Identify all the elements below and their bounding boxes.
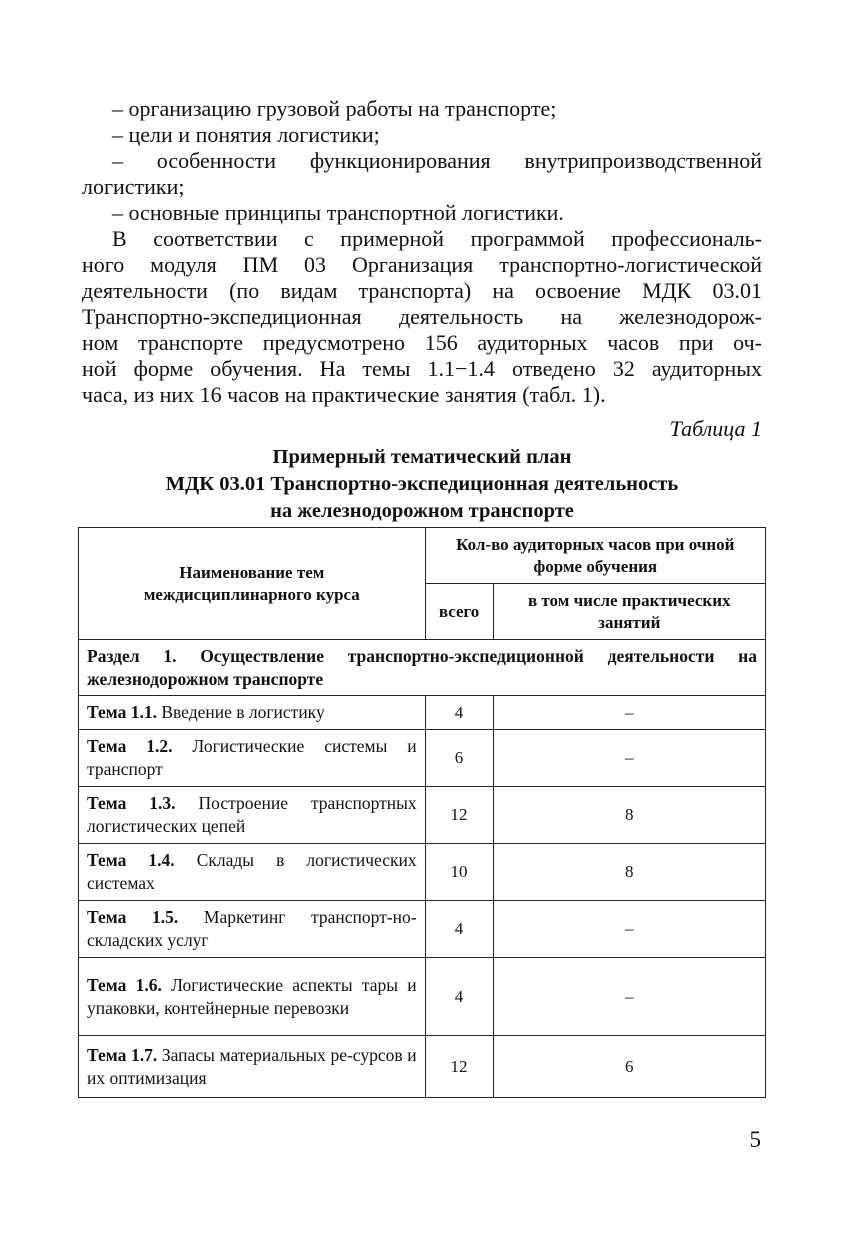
section-row: Раздел 1. Осуществление транспортно-экспедиционной деятельности на железнодорожном транспорте (79, 640, 766, 696)
topic-label: Тема 1.3. (87, 793, 176, 813)
list-item: – организацию грузовой работы на транспорте; (112, 96, 557, 121)
total-hours-cell: 10 (425, 844, 493, 901)
table-title-line: Примерный тематический план (272, 446, 572, 468)
table-row (79, 901, 766, 958)
practice-hours-cell: 6 (493, 1036, 766, 1098)
total-hours-cell: 12 (425, 787, 493, 844)
header-hours: Кол-во аудиторных часов при очной форме обучения (425, 528, 765, 584)
list-item: логистики; (82, 174, 185, 199)
table-row (79, 844, 766, 901)
paragraph-line: Транспортно-экспедиционная деятельность на железнодорож- (82, 304, 762, 329)
total-hours-cell: 4 (425, 958, 493, 1036)
thematic-plan-table (78, 527, 766, 1098)
paragraph-line: ном транспорте предусмотрено 156 аудиторных часов при оч- (82, 330, 762, 355)
topic-name-cell (79, 730, 426, 787)
topic-title: Логистические системы и транспорт (87, 736, 417, 779)
table-title (82, 444, 762, 525)
topic-title: Введение в логистику (156, 702, 325, 722)
topic-name-cell (79, 958, 426, 1036)
list-item: – особенности функционирования внутрипроизводственной (112, 148, 762, 173)
table-title-line: на железнодорожном транспорте (270, 500, 574, 522)
table-row (79, 730, 766, 787)
list-item: – цели и понятия логистики; (112, 122, 380, 147)
header-total: всего (425, 584, 493, 640)
topic-title: Склады в логистических системах (87, 850, 417, 893)
practice-hours-cell: – (493, 901, 766, 958)
header-topic-name: Наименование тем междисциплинарного курса (79, 528, 426, 640)
topic-label: Тема 1.4. (87, 850, 175, 870)
table-row (79, 696, 766, 730)
topic-label: Тема 1.6. (87, 974, 162, 995)
topic-name-cell (79, 901, 426, 958)
practice-hours-cell: – (493, 730, 766, 787)
total-hours-cell: 6 (425, 730, 493, 787)
total-hours-cell: 4 (425, 901, 493, 958)
topic-name-cell (79, 696, 426, 730)
header-practice: в том числе практических занятий (493, 584, 766, 640)
topic-label: Тема 1.7. (87, 1044, 158, 1065)
table-row (79, 787, 766, 844)
practice-hours-cell: 8 (493, 844, 766, 901)
list-item: – основные принципы транспортной логистики. (112, 200, 564, 225)
paragraph-line: часа, из них 16 часов на практические занятия (табл. 1). (82, 382, 606, 407)
topic-title: Запасы материальных ре-сурсов и их оптимизация (87, 1044, 417, 1088)
paragraph-line: ного модуля ПМ 03 Организация транспортно-логистической (82, 252, 762, 277)
table-caption: Таблица 1 (669, 416, 762, 441)
paragraph-line: В соответствии с примерной программой профессиональ- (112, 226, 762, 251)
topic-title: Построение транспортных логистических цепей (87, 793, 417, 836)
table-title-line: МДК 03.01 Транспортно-экспедиционная деятельность (165, 473, 679, 495)
topic-title: Логистические аспекты тары и упаковки, контейнерные перевозки (87, 974, 417, 1018)
total-hours-cell: 4 (425, 696, 493, 730)
practice-hours-cell: – (493, 696, 766, 730)
practice-hours-cell: 8 (493, 787, 766, 844)
practice-hours-cell: – (493, 958, 766, 1036)
topic-title: Маркетинг транспорт-но-складских услуг (87, 907, 417, 950)
page-number: 5 (749, 1127, 761, 1152)
paragraph-line: ной форме обучения. На темы 1.1−1.4 отведено 32 аудиторных (82, 356, 762, 381)
topic-name-cell (79, 844, 426, 901)
topic-name-cell (79, 787, 426, 844)
table-row (79, 958, 766, 1036)
topic-label: Тема 1.1. (87, 702, 157, 722)
page-content (82, 96, 762, 1098)
topic-name-cell (79, 1036, 426, 1098)
total-hours-cell: 12 (425, 1036, 493, 1098)
topic-label: Тема 1.2. (87, 736, 173, 756)
topic-label: Тема 1.5. (87, 907, 179, 927)
table-body (79, 696, 766, 1098)
table-row (79, 1036, 766, 1098)
paragraph-line: деятельности (по видам транспорта) на освоение МДК 03.01 (82, 278, 762, 303)
